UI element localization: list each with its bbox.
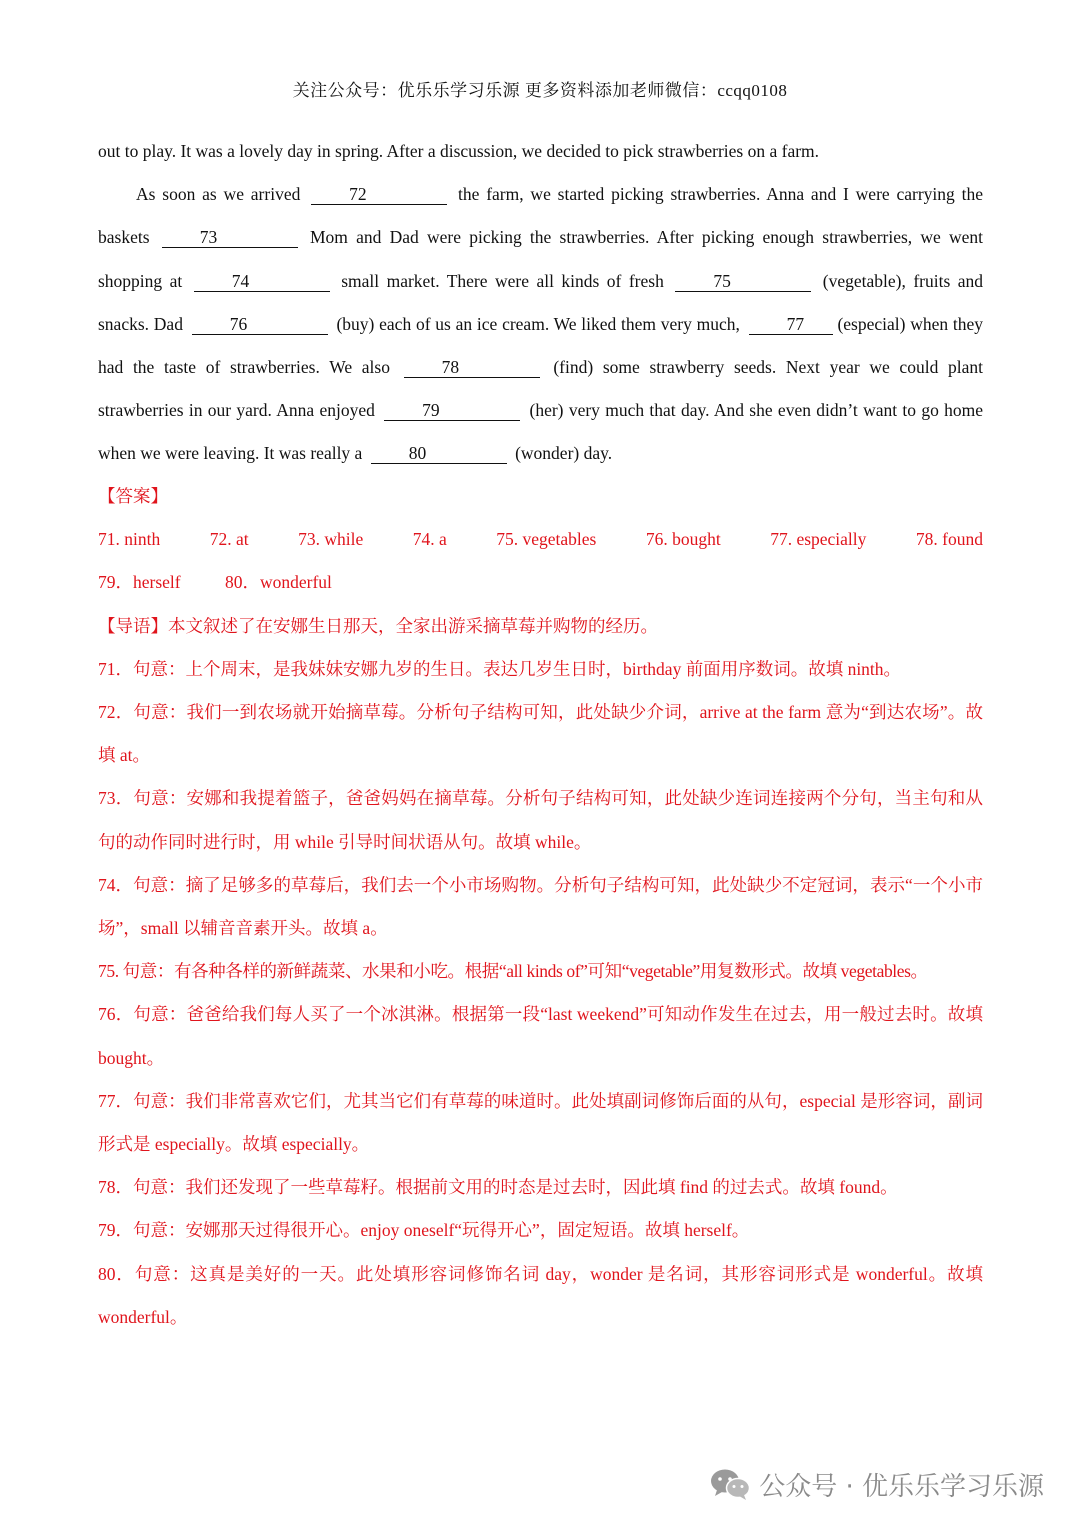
answer-key: 79．herself: [98, 572, 181, 593]
passage-text: (wonder) day.: [515, 443, 613, 464]
wechat-icon: [709, 1467, 751, 1501]
explanation-76: 76．句意：爸爸给我们每人买了一个冰淇淋。根据第一段“last weekend”可知动作发生在过去，用一般过去时。故填 bought。: [98, 1004, 983, 1068]
page-header: 关注公众号：优乐乐学习乐源 更多资料添加老师微信：ccqq0108: [292, 81, 788, 100]
passage-text: Mom and Dad were picking the strawberries. After picking enough strawberries, we went shopping at: [98, 227, 984, 291]
blank-80: 80: [371, 443, 507, 464]
answer-key-row-2: [98, 561, 993, 604]
blank-74: 74: [194, 271, 330, 292]
explanation-72: 72．句意：我们一到农场就开始摘草莓。分析句子结构可知，此处缺少介词，arrive at the farm 意为“到达农场”。故填 at。: [98, 702, 983, 766]
answer-key: 73. while: [298, 529, 364, 550]
passage-text: (her) very much that day. And she even didn’t want to go home when we were leaving. It was really a: [98, 400, 984, 464]
answer-key: 80．wonderful: [225, 572, 332, 593]
passage-text: (vegetable), fruits and snacks. Dad: [98, 270, 983, 334]
explanation-79: 79．句意：安娜那天过得很开心。enjoy oneself“玩得开心”，固定短语。故填 herself。: [98, 1220, 750, 1241]
answer-key: 72. at: [209, 529, 249, 550]
answer-key: 71. ninth: [98, 529, 161, 550]
answer-key: 77. especially: [770, 529, 867, 550]
explanation-71: 71．句意：上个周末，是我妹妹安娜九岁的生日。表达几岁生日时，birthday 前面用序数词。故填 ninth。: [98, 658, 902, 679]
explanation-75: 75. 句意：有各种各样的新鲜蔬菜、水果和小吃。根据“all kinds of”可知“vegetable”用复数形式。故填 vegetables。: [98, 961, 928, 982]
passage: [98, 130, 983, 476]
answer-key: 75. vegetables: [496, 529, 597, 550]
answer-key: 74. a: [412, 529, 447, 550]
answer-key: 78. found: [915, 529, 983, 550]
explanation-78: 78．句意：我们还发现了一些草莓籽。根据前文用的时态是过去时，因此填 find 的过去式。故填 found。: [98, 1177, 898, 1198]
passage-text: (find) some strawberry seeds. Next year we could plant strawberries in our yard. Anna enjoyed: [98, 357, 983, 421]
intro-label: 【导语】: [98, 615, 168, 636]
intro-text: 本文叙述了在安娜生日那天，全家出游采摘草莓并购物的经历。: [168, 615, 658, 636]
passage-paragraph-2: [98, 173, 983, 475]
answer-key: 76. bought: [645, 529, 721, 550]
explanation-73: 73．句意：安娜和我提着篮子，爸爸妈妈在摘草莓。分析句子结构可知，此处缺少连词连接两个分句，当主句和从句的动作同时进行时，用 while 引导时间状语从句。故填 while。: [98, 788, 983, 852]
footer-watermark: [709, 1462, 1044, 1506]
blank-78: 78: [404, 357, 540, 378]
footer-text: 公众号 · 优乐乐学习乐源: [759, 1471, 1044, 1502]
passage-text: As soon as we arrived: [136, 184, 301, 205]
explanation-74: 74．句意：摘了足够多的草莓后，我们去一个小市场购物。分析句子结构可知，此处缺少不定冠词，表示“一个小市场”，small 以辅音音素开头。故填 a。: [98, 874, 983, 939]
explanation-80: 80．句意：这真是美好的一天。此处填形容词修饰名词 day，wonder 是名词，其形容词形式是 wonderful。故填 wonderful。: [98, 1263, 983, 1327]
explanation-77: 77．句意：我们非常喜欢它们，尤其当它们有草莓的味道时。此处填副词修饰后面的从句，especial 是形容词，副词形式是 especially。故填 especially。: [98, 1090, 983, 1155]
answer-key-row-1: [98, 518, 983, 561]
blank-72: 72: [311, 184, 447, 205]
passage-text: the farm, we started picking strawberries. Anna and I were carrying the baskets: [98, 184, 984, 248]
passage-text: (buy) each of us an ice cream. We liked them very much,: [336, 313, 740, 334]
blank-79: 79: [384, 400, 520, 421]
intro-line: [98, 605, 993, 648]
passage-text: (especial) when they had the taste of strawberries. We also: [98, 313, 984, 378]
blank-75: 75: [675, 271, 811, 292]
blank-76: 76: [192, 314, 328, 335]
blank-77: 77: [749, 314, 833, 335]
answer-section: [98, 475, 993, 1339]
passage-text: small market. There were all kinds of fresh: [341, 270, 664, 291]
answer-heading: 【答案】: [98, 486, 168, 506]
passage-paragraph-1: out to play. It was a lovely day in spring. After a discussion, we decided to pick strawberries on a farm.: [98, 141, 820, 161]
blank-73: 73: [162, 227, 298, 248]
